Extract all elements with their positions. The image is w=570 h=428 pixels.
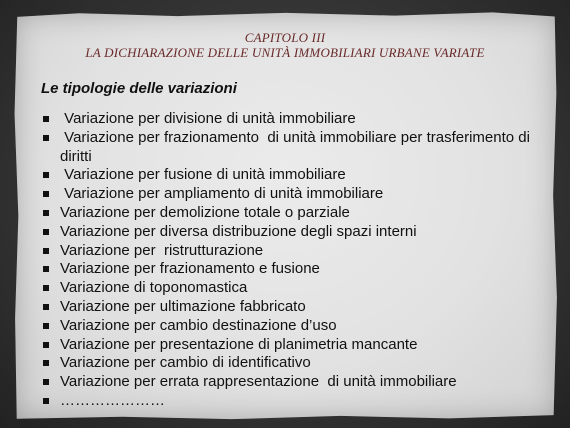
list-item-text: Variazione per divisione di unità immobiliare (60, 110, 356, 127)
list-item-text: Variazione per ristrutturazione (60, 241, 264, 259)
bullet-icon (43, 229, 49, 235)
bullet-icon (43, 285, 49, 291)
list-item (40, 185, 560, 204)
list-item (40, 336, 560, 355)
bullet-icon (43, 210, 49, 216)
bullet-icon (43, 379, 49, 385)
bullet-icon (43, 304, 49, 310)
list-item-text: Variazione per frazionamento e fusione (60, 260, 320, 278)
list-item (40, 110, 560, 129)
list-item (40, 129, 560, 167)
list-item (40, 354, 560, 373)
bullet-icon (43, 398, 49, 404)
bullet-icon (43, 342, 49, 348)
list-item-text: ………………… (60, 391, 165, 409)
list-item-text: Variazione di toponomastica (60, 279, 248, 297)
variation-list (40, 110, 560, 411)
bullet-icon (43, 135, 49, 141)
list-item-text: Variazione per cambio di identificativo (60, 354, 311, 372)
list-item (40, 298, 560, 317)
list-item-text: Variazione per frazionamento di unità immobiliare per trasferimento di diritti (60, 128, 535, 165)
section-heading: Le tipologie delle variazioni (41, 80, 237, 97)
list-item-text: Variazione per diversa distribuzione degli spazi interni (60, 222, 417, 240)
list-item (40, 166, 560, 185)
list-item (40, 242, 560, 261)
chapter-title: CAPITOLO III (244, 30, 326, 45)
bullet-icon (43, 116, 49, 122)
bullet-icon (43, 191, 49, 197)
bullet-icon (43, 323, 49, 329)
list-item (40, 223, 560, 242)
list-item-text: Variazione per cambio destinazione d’uso (60, 316, 337, 334)
list-item-text: Variazione per ultimazione fabbricato (60, 297, 306, 315)
list-item (40, 392, 560, 411)
list-item (40, 279, 560, 298)
slide-title: LA DICHIARAZIONE DELLE UNITÀ IMMOBILIARI URBANE VARIATE (85, 45, 485, 60)
bullet-icon (43, 248, 49, 254)
list-item-text: Variazione per ampliamento di unità immobiliare (60, 185, 384, 203)
list-item-text: Variazione per presentazione di planimetria mancante (60, 335, 418, 353)
bullet-icon (43, 266, 49, 272)
list-item (40, 317, 560, 336)
list-item (40, 373, 560, 392)
list-item-text: Variazione per demolizione totale o parziale (60, 203, 350, 221)
list-item (40, 260, 560, 279)
bullet-icon (43, 360, 49, 366)
list-item-text: Variazione per fusione di unità immobiliare (60, 166, 346, 184)
list-item (40, 204, 560, 223)
bullet-icon (43, 172, 49, 178)
list-item-text: Variazione per errata rappresentazione di unità immobiliare (60, 373, 457, 391)
